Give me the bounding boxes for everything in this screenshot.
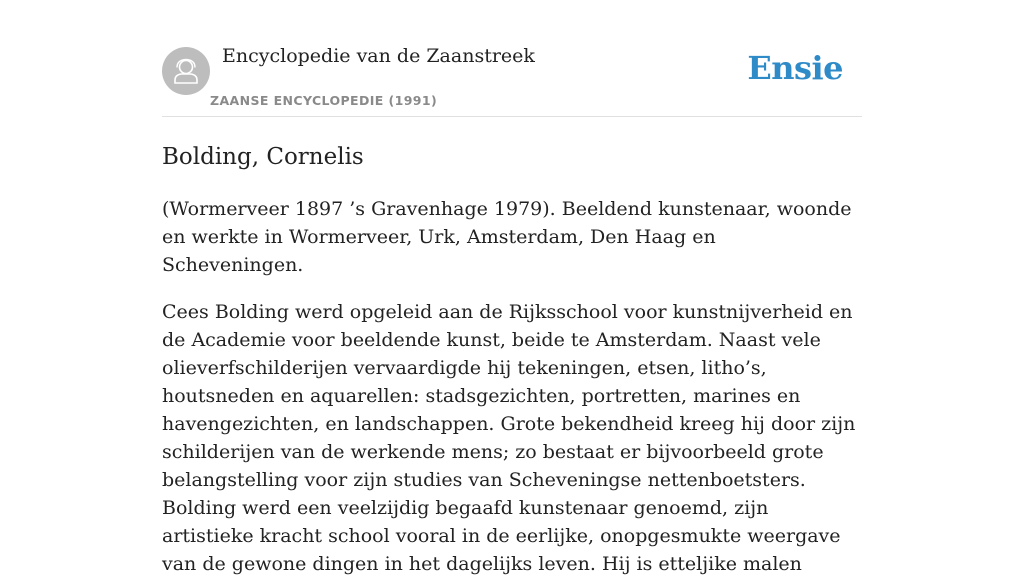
article-paragraph: (Wormerveer 1897 ’s Gravenhage 1979). Beeldend kunstenaar, woonde en werkte in Wormerveer, Urk, Amsterdam, Den Haag en Scheveningen.	[162, 198, 852, 276]
source-header	[162, 0, 862, 117]
article-page	[162, 0, 862, 578]
avatar[interactable]	[162, 47, 210, 95]
article-paragraph: Cees Bolding werd opgeleid aan de Rijksschool voor kunstnijverheid en de Academie voor beeldende kunst, beide te Amsterdam. Naast vele olieverfschilderijen vervaardigde hij tekeningen, etsen, litho’s, houtsneden en aquarellen: stadsgezichten, portretten, marines en havengezichten, en landschappen. Grote bekendheid kreeg hij door zijn schilderijen van de werkende mens; zo bestaat er bijvoorbeeld grote belangstelling voor zijn studies van Scheveningse nettenboetsters. Bolding werd een veelzijdig begaafd kunstenaar genoemd, zijn artistieke kracht school vooral in de eerlijke, onopgesmukte weergave van de gewone dingen in het dagelijks leven. Hij is etteljike malen	[162, 301, 856, 575]
user-icon	[162, 47, 210, 95]
brand-logo[interactable]: Ensie	[747, 49, 843, 87]
source-title[interactable]: Encyclopedie van de Zaanstreek	[222, 45, 535, 67]
source-subtitle: ZAANSE ENCYCLOPEDIE (1991)	[210, 93, 438, 108]
article-title: Bolding, Cornelis	[162, 144, 364, 170]
